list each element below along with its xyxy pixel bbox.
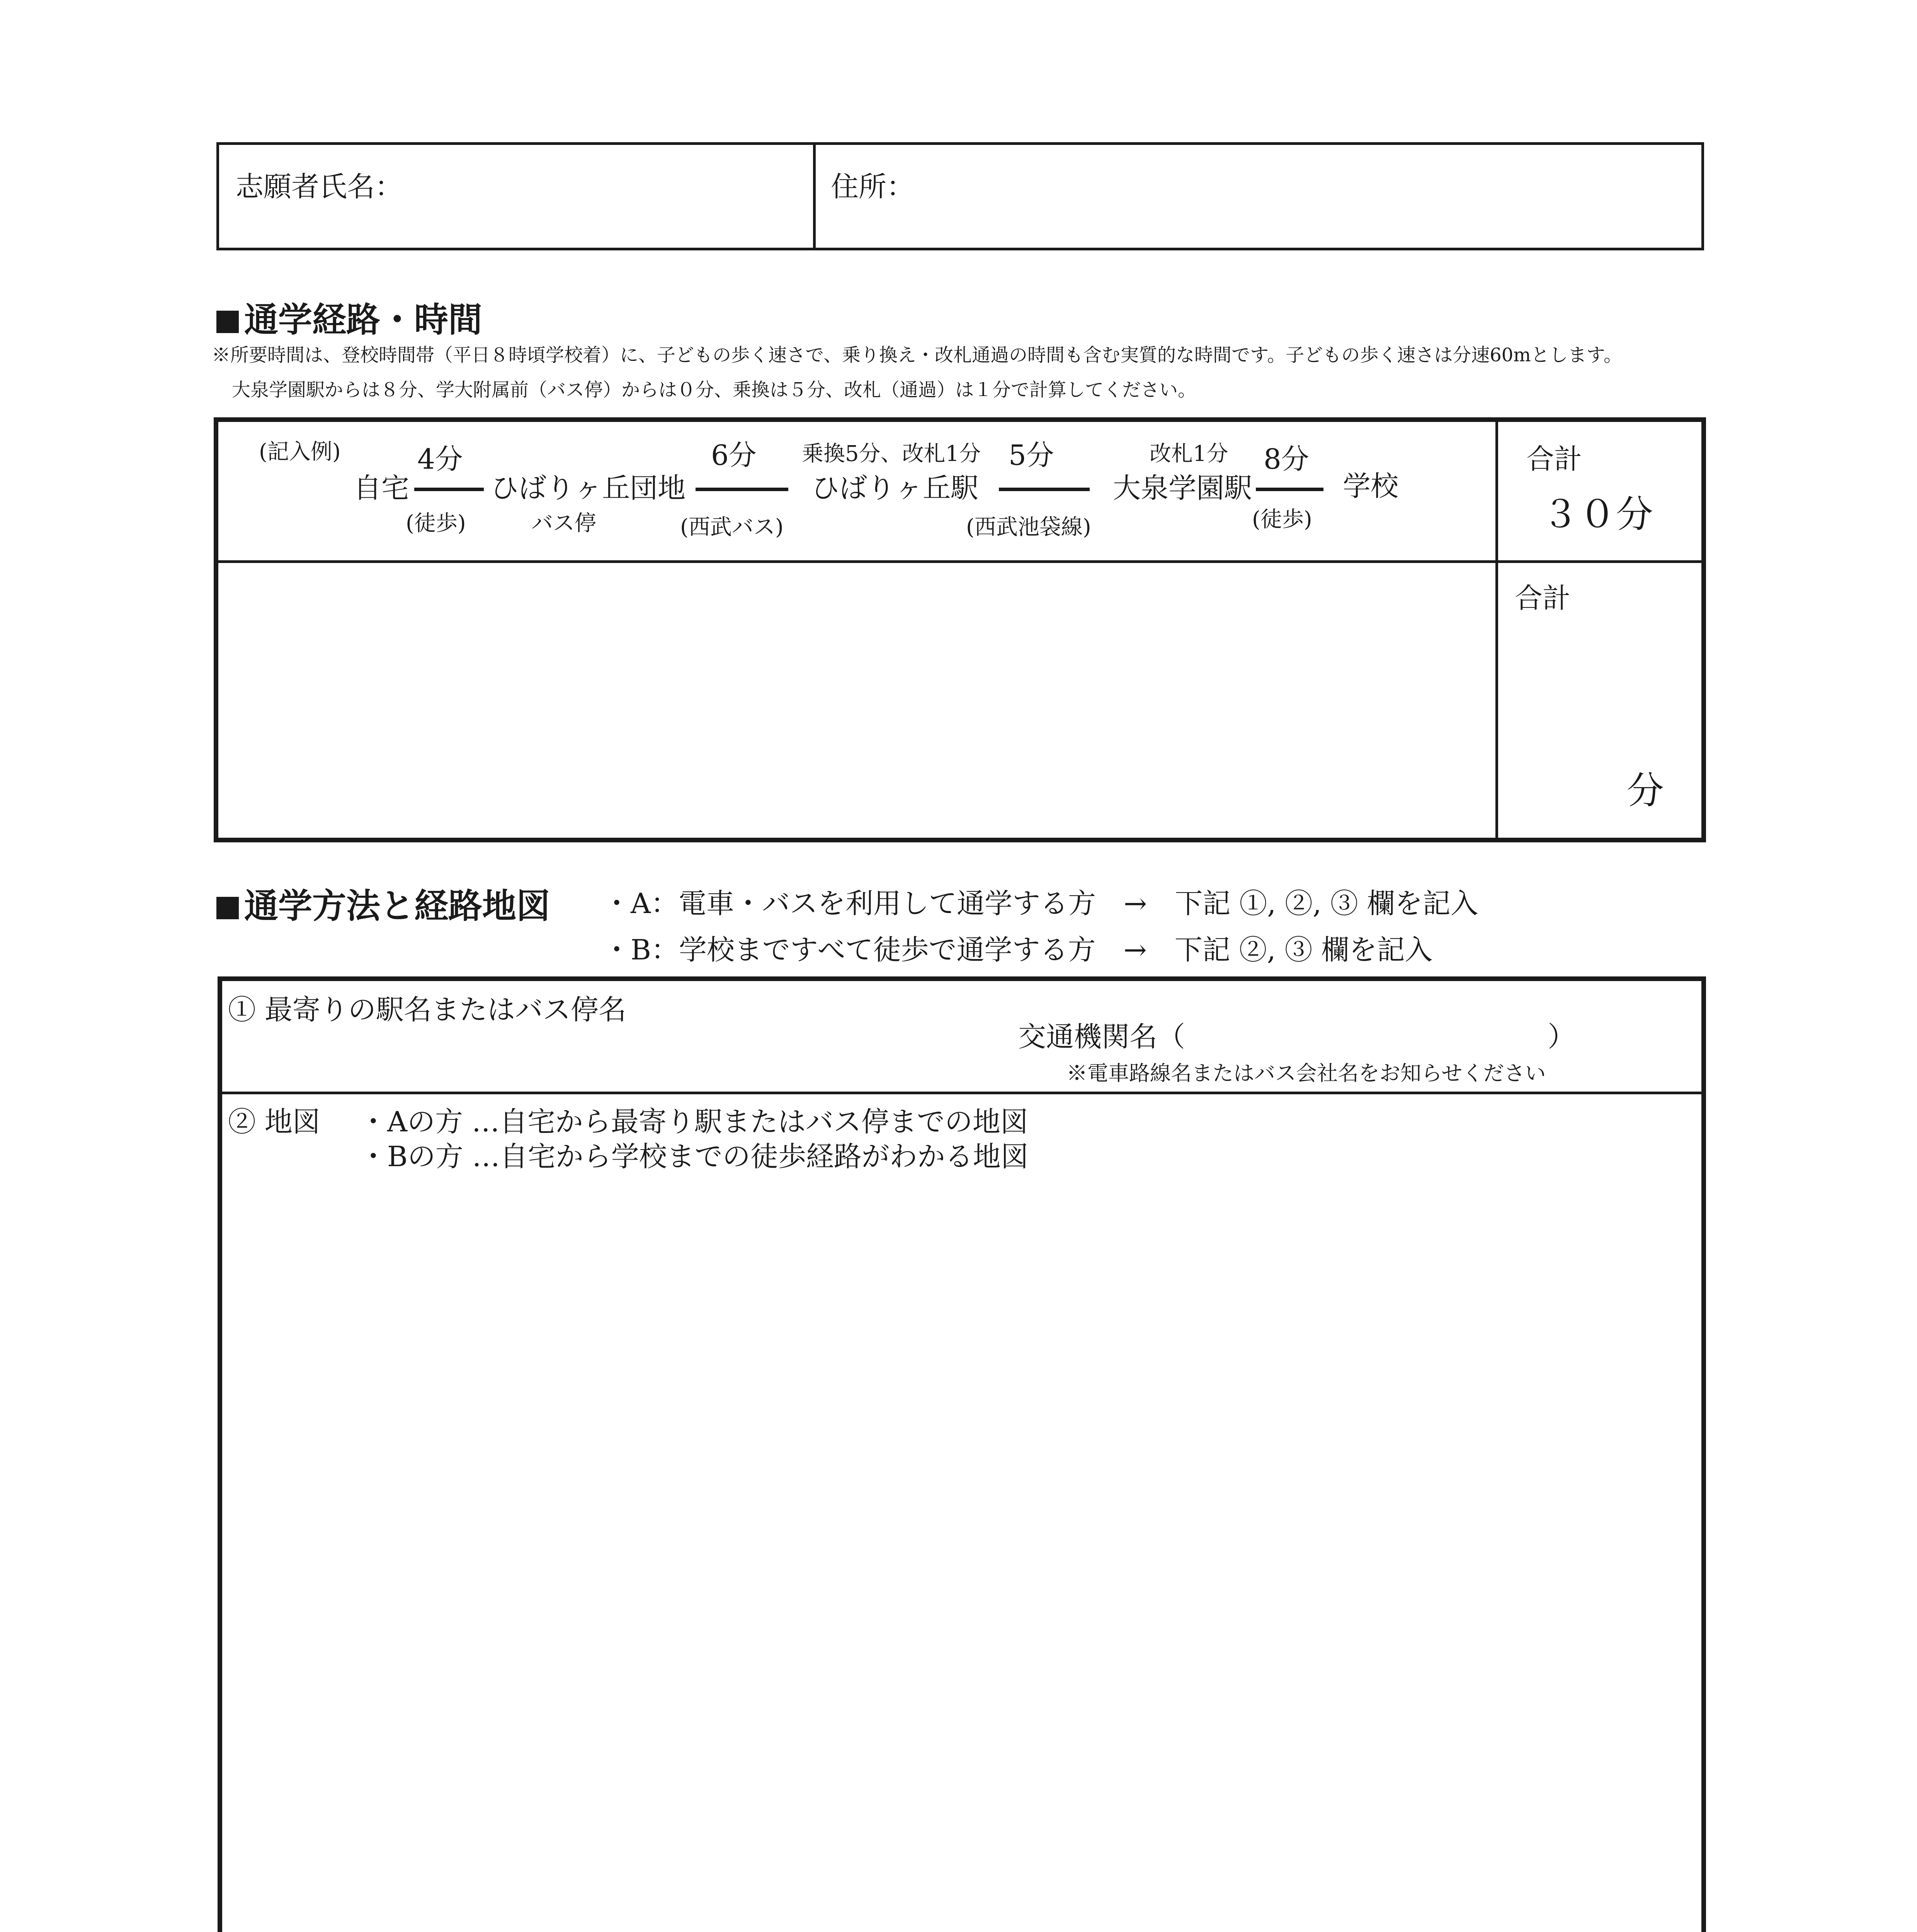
square-bullet-icon bbox=[216, 897, 239, 919]
route-total-field[interactable] bbox=[1505, 618, 1621, 811]
transport-close: ） bbox=[1548, 1020, 1576, 1053]
option-a: ・A：電車・バスを利用して通学する方 → 下記 ①, ②, ③ 欄を記入 bbox=[603, 887, 1478, 920]
example-label: (記入例) bbox=[259, 439, 341, 464]
example-mode3: (西武池袋線) bbox=[966, 515, 1091, 540]
example-stop1: ひばりヶ丘団地 bbox=[491, 472, 686, 504]
commute-route-heading bbox=[216, 293, 482, 342]
example-home: 自宅 bbox=[354, 472, 410, 504]
route-total-label: 合計 bbox=[1515, 582, 1571, 614]
commute-route-title: 通学経路・時間 bbox=[244, 300, 483, 340]
example-mode2: (西武バス) bbox=[680, 515, 784, 540]
map-option-b: ・Bの方 …自宅から学校までの徒歩経路がわかる地図 bbox=[359, 1140, 1029, 1173]
address-label: 住所： bbox=[831, 170, 915, 203]
example-transfer: 乗換5分、改札1分 bbox=[802, 441, 981, 466]
example-total-label: 合計 bbox=[1526, 443, 1582, 475]
route-segment-4 bbox=[1256, 488, 1323, 491]
method-map-title: 通学方法と経路地図 bbox=[244, 886, 551, 926]
example-stop2: ひばりヶ丘駅 bbox=[811, 472, 979, 504]
sec1-divider bbox=[218, 1092, 1706, 1094]
map-label: ② 地図 bbox=[228, 1105, 320, 1138]
applicant-name-field[interactable] bbox=[417, 151, 800, 240]
example-time3: 5分 bbox=[1009, 439, 1054, 471]
example-total-value: ３０分 bbox=[1542, 493, 1653, 536]
example-mode1: (徒歩) bbox=[406, 511, 466, 536]
map-option-a: ・Aの方 …自宅から最寄り駅またはバス停までの地図 bbox=[359, 1105, 1028, 1138]
example-time2: 6分 bbox=[711, 439, 757, 471]
route-segment-1 bbox=[414, 488, 484, 491]
route-segment-2 bbox=[696, 488, 788, 491]
option-b: ・B：学校まですべて徒歩で通学する方 → 下記 ②, ③ 欄を記入 bbox=[603, 934, 1433, 966]
route-segment-3 bbox=[999, 488, 1090, 491]
example-gate: 改札1分 bbox=[1150, 441, 1228, 466]
route-minutes-unit: 分 bbox=[1627, 769, 1664, 812]
route-total-divider bbox=[1495, 417, 1498, 842]
example-stop3: 大泉学園駅 bbox=[1113, 472, 1252, 504]
transport-label: 交通機関名（ bbox=[1018, 1020, 1186, 1053]
route-table-divider bbox=[214, 560, 1706, 563]
route-entry-field[interactable] bbox=[224, 568, 1488, 835]
address-field[interactable] bbox=[935, 151, 1692, 240]
example-time1: 4分 bbox=[417, 443, 463, 475]
method-map-heading bbox=[216, 879, 550, 928]
applicant-name-label: 志願者氏名： bbox=[236, 170, 403, 203]
example-time4: 8分 bbox=[1264, 443, 1309, 475]
square-bullet-icon bbox=[216, 311, 239, 333]
transport-note: ※電車路線名またはバス会社名をお知らせください bbox=[1067, 1061, 1546, 1085]
nearest-station-label: ① 最寄りの駅名またはバス停名 bbox=[228, 993, 626, 1026]
example-stop1-sub: バス停 bbox=[531, 511, 596, 536]
example-school: 学校 bbox=[1343, 470, 1399, 502]
map-drawing-area[interactable] bbox=[224, 1175, 1696, 1932]
commute-note-line1: ※所要時間は、登校時間帯（平日８時頃学校着）に、子どもの歩く速さで、乗り換え・改札通過の時間も含む実質的な時間です。子どもの歩く速さは分速60mとします。 bbox=[212, 344, 1622, 366]
commute-note-line2: 大泉学園駅からは８分、学大附属前（バス停）からは０分、乗換は５分、改札（通過）は１分で計算してください。 bbox=[232, 379, 1197, 401]
header-divider bbox=[813, 142, 816, 250]
transport-field[interactable] bbox=[1206, 1012, 1546, 1047]
nearest-station-field[interactable] bbox=[657, 983, 1005, 1022]
example-mode4: (徒歩) bbox=[1252, 507, 1312, 532]
